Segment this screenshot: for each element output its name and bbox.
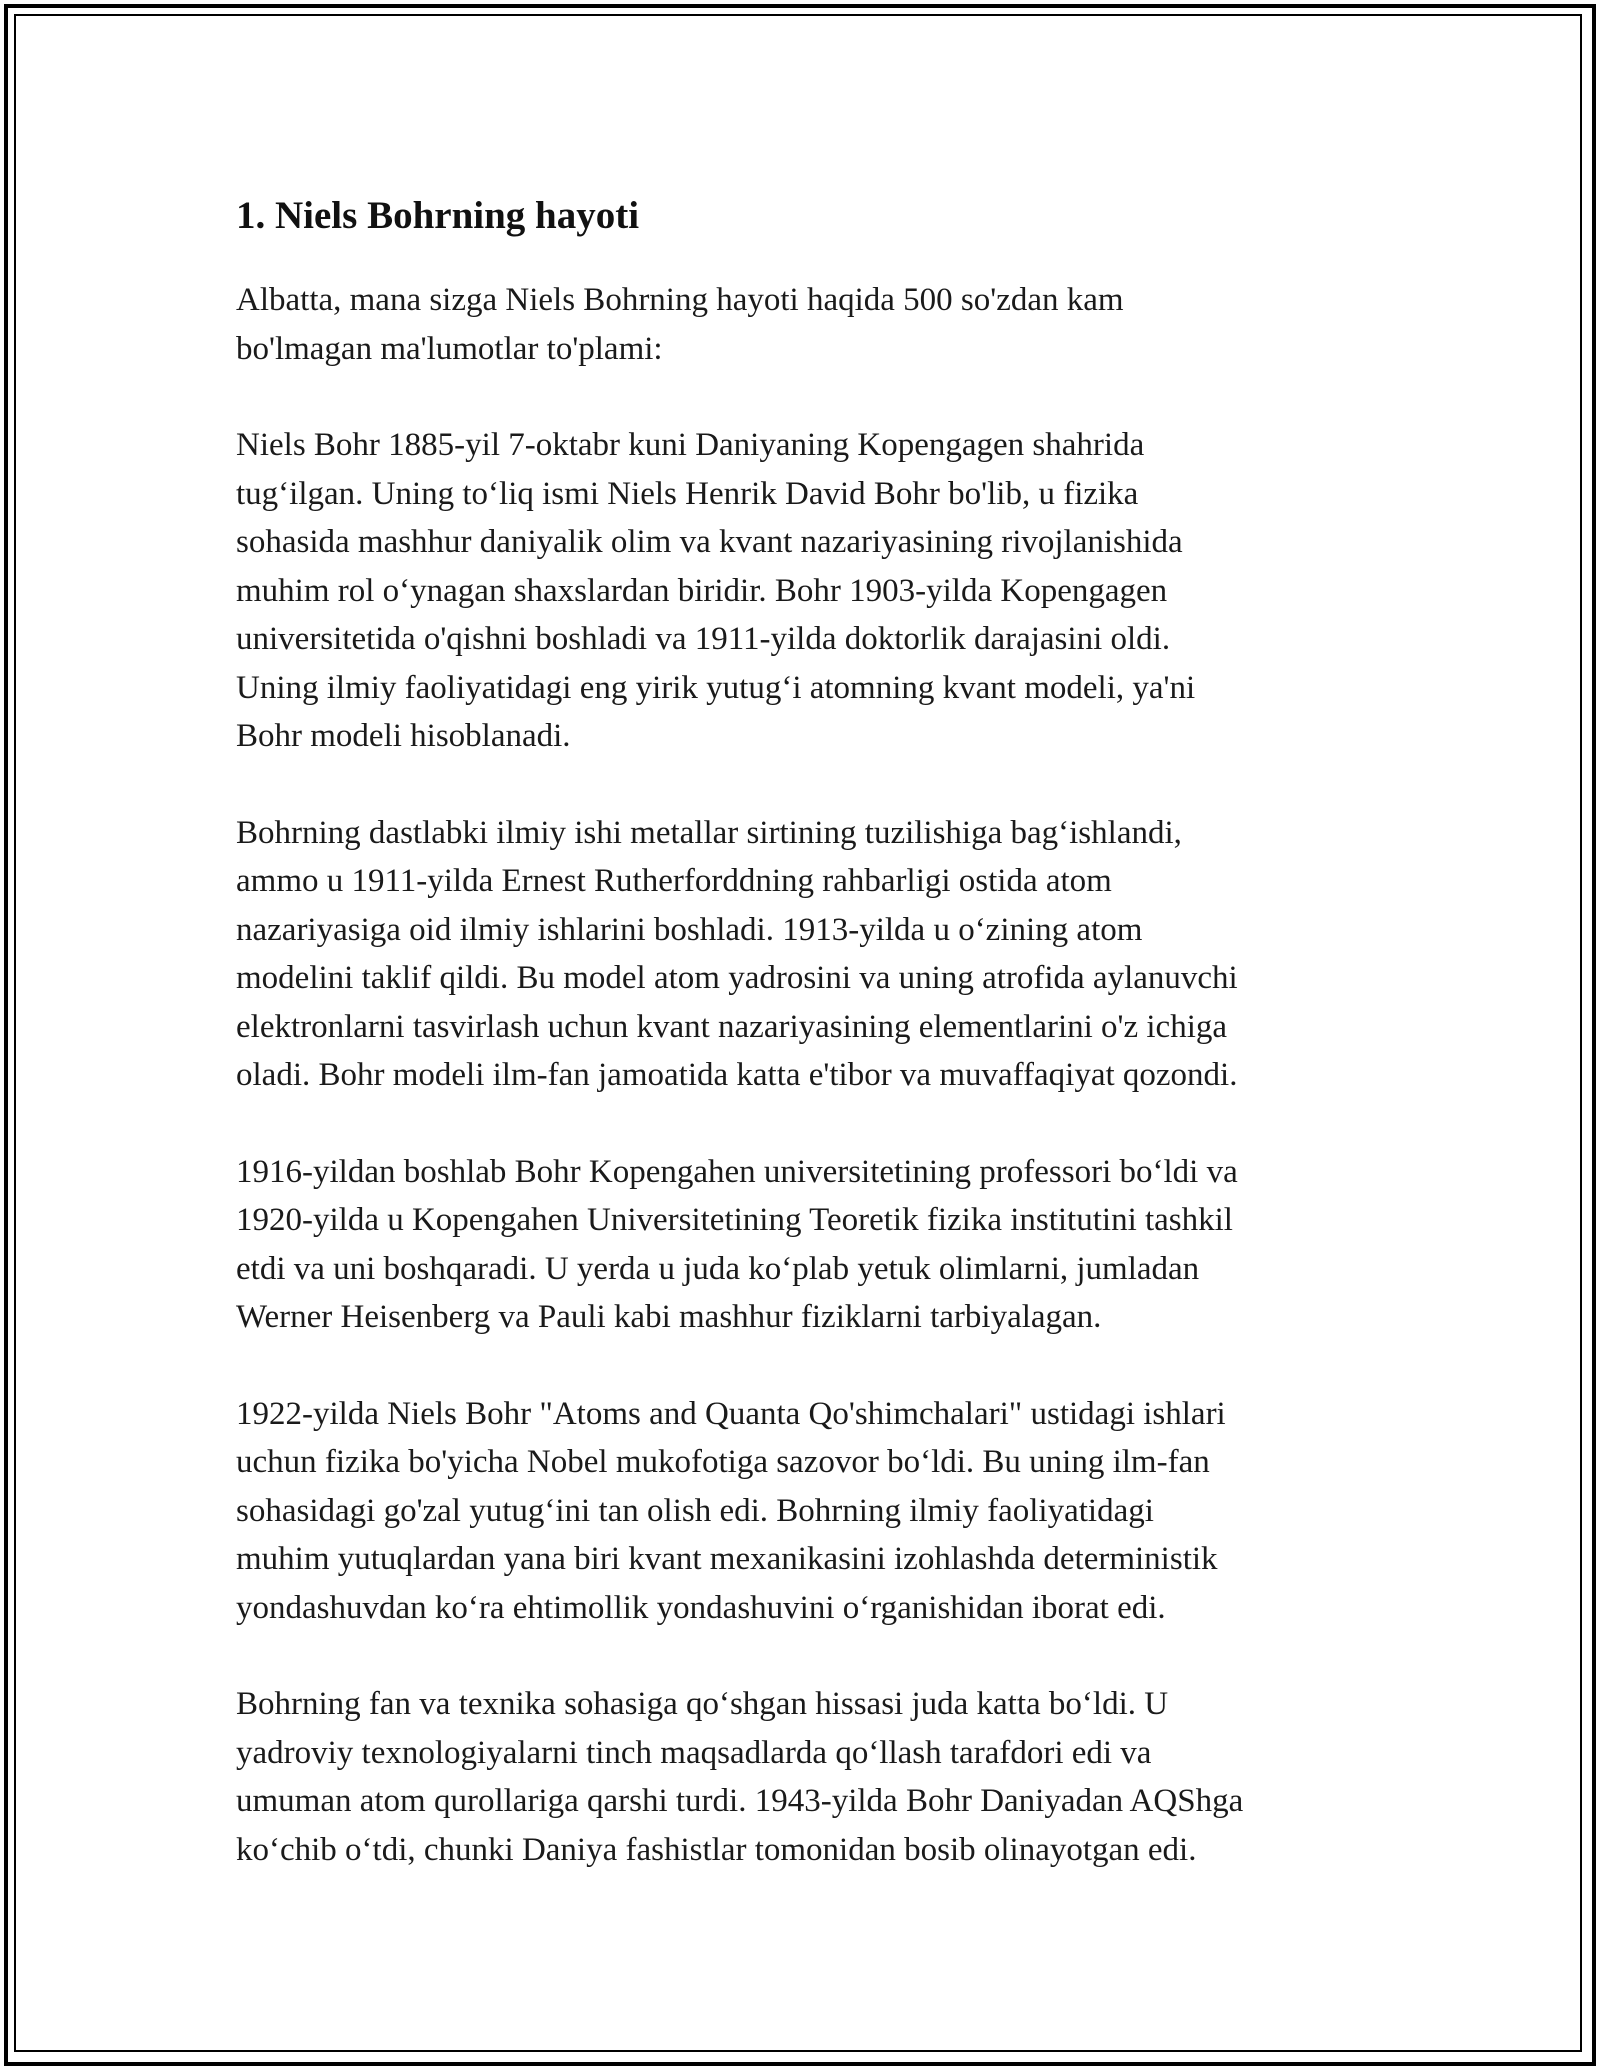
document-body [236, 186, 1376, 1922]
intro-paragraph: Albatta, mana sizga Niels Bohrning hayoti haqida 500 so'zdan kam bo'lmagan ma'lumotlar to'plami: [236, 282, 1124, 367]
paragraph-atom-model: Bohrning dastlabki ilmiy ishi metallar sirtining tuzilishiga bag‘ishlandi, ammo u 1911-yilda Ernest Rutherforddning rahbarligi ostida atom nazariyasiga oid ilmiy ishlarini boshladi. 1913-yilda u o‘zining atom modelini taklif qildi. Bu model atom yadrosini va uning atrofida aylanuvchi elektronlarni tasvirlash uchun kvant nazariyasining elementlarini o'z ichiga oladi. Bohr modeli ilm-fan jamoatida katta e'tibor va muvaffaqiyat qozondi. [236, 814, 1238, 1093]
page-title: 1. Niels Bohrning hayoti [236, 194, 640, 237]
paragraph-contribution: Bohrning fan va texnika sohasiga qo‘shgan hissasi juda katta bo‘ldi. U yadroviy texnologiyalarni tinch maqsadlarda qo‘llash tarafdori edi va umuman atom qurollariga qarshi turdi. 1943-yilda Bohr Daniyadan AQShga ko‘chib o‘tdi, chunki Daniya fashistlar tomonidan bosib olinayotgan edi. [236, 1686, 1244, 1868]
paragraph-professorship: 1916-yildan boshlab Bohr Kopengahen universitetining professori bo‘ldi va 1920-yilda u Kopengahen Universitetining Teoretik fizika institutini tashkil etdi va uni boshqaradi. U yerda u juda ko‘plab yetuk olimlarni, jumladan Werner Heisenberg va Pauli kabi mashhur fiziklarni tarbiyalagan. [236, 1153, 1238, 1335]
paragraph-nobel-prize: 1922-yilda Niels Bohr "Atoms and Quanta Qo'shimchalari" ustidagi ishlari uchun fizika bo'yicha Nobel mukofotiga sazovor bo‘ldi. Bu uning ilm-fan sohasidagi go'zal yutug‘ini tan olish edi. Bohrning ilmiy faoliyatidagi muhim yutuqlardan yana biri kvant mexanikasini izohlashda deterministik yondashuvdan ko‘ra ehtimollik yondashuvini o‘rganishidan iborat edi. [236, 1395, 1226, 1626]
paragraph-early-life: Niels Bohr 1885-yil 7-oktabr kuni Daniyaning Kopengagen shahrida tug‘ilgan. Uning to‘liq ismi Niels Henrik David Bohr bo'lib, u fizika sohasida mashhur daniyalik olim va kvant nazariyasining rivojlanishida muhim rol o‘ynagan shaxslardan biridir. Bohr 1903-yilda Kopengagen universitetida o'qishni boshladi va 1911-yilda doktorlik darajasini oldi. Uning ilmiy faoliyatidagi eng yirik yutug‘i atomning kvant modeli, ya'ni Bohr modeli hisoblanadi. [236, 427, 1196, 754]
